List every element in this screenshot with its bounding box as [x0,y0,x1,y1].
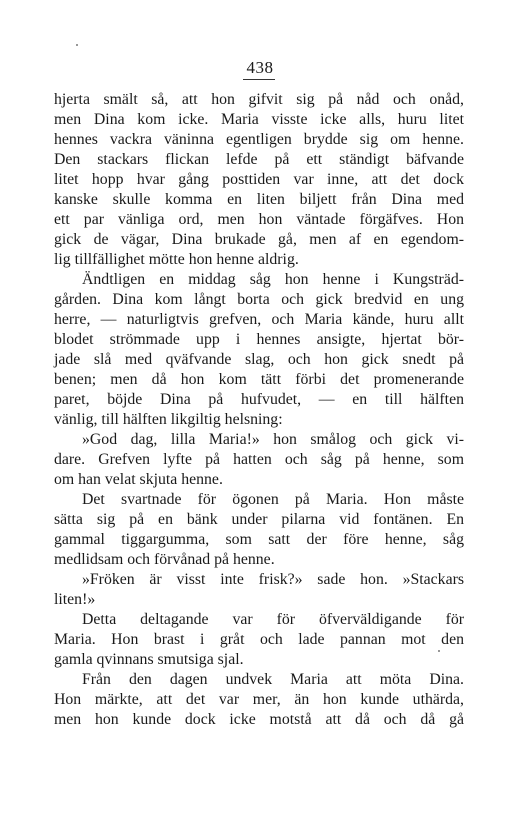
text-line: lig tillfällighet mötte hon henne aldrig. [54,251,299,268]
paper-speck [438,650,440,652]
text-line: paret, böjde Dina på hufvudet, — en till hälften [54,391,464,408]
text-line: »God dag, lilla Maria!» hon smålog och gick vi- [82,431,464,448]
text-line: Den stackars flickan lefde på ett ständigt bäfvande [54,151,464,168]
text-line: kanske skulle komma en liten biljett från Dina med [54,191,464,208]
text-line: om han velat skjuta henne. [54,471,223,488]
text-line: gården. Dina kom långt borta och gick bredvid en ung [54,291,464,308]
text-line: Maria. Hon brast i gråt och lade pannan mot den [54,631,464,648]
text-line: vänlig, till hälften likgiltig helsning: [54,411,283,428]
text-line: Ändtligen en middag såg hon henne i Kungsträd- [82,271,464,288]
body-text [54,90,464,730]
text-line: benen; men då hon kom tätt förbi det promenerande [54,371,464,388]
text-line: herre, — naturligtvis grefven, och Maria kände, huru allt [54,311,464,328]
text-line: men hon kunde dock icke motstå att då och då gå [54,711,464,728]
text-line: liten!» [54,591,96,608]
text-line: Hon märkte, att det var mer, än hon kunde uthärda, [54,691,464,708]
text-line: Från den dagen undvek Maria att möta Dina. [82,671,464,688]
text-line: litet hopp hvar gång posttiden var inne, att det dock [54,171,464,188]
text-line: men Dina kom icke. Maria visste icke alls, huru litet [54,111,464,128]
page-number: 438 [246,58,274,77]
text-line: Detta deltagande var för öfverväldigande för [82,611,464,628]
paper-speck [76,44,78,46]
text-line: hjerta smält så, att hon gifvit sig på nåd och onåd, [54,91,464,108]
text-line: ett par vänliga ord, men hon väntade förgäfves. Hon [54,211,464,228]
text-line: dare. Grefven lyfte på hatten och såg på henne, som [54,451,464,468]
text-line: gammal tiggargumma, som satt der före henne, såg [54,531,464,548]
text-line: Det svartnade för ögonen på Maria. Hon måste [82,491,464,508]
text-line: jade slå med qväfvande slag, och hon gick snedt på [54,351,464,368]
text-line: gamla qvinnans smutsiga sjal. [54,651,244,668]
text-line: blodet strömmade upp i hennes ansigte, hjertat bör- [54,331,464,348]
text-line: medlidsam och förvånad på henne. [54,551,275,568]
page-number-rule [243,79,275,80]
text-line: gick de vägar, Dina brukade gå, men af en egendom- [54,231,464,248]
text-line: hennes vackra väninna egentligen brydde sig om henne. [54,131,464,148]
text-line: sätta sig på en bänk under pilarna vid fontänen. En [54,511,464,528]
text-line: »Fröken är visst inte frisk?» sade hon. »Stackars [82,571,464,588]
